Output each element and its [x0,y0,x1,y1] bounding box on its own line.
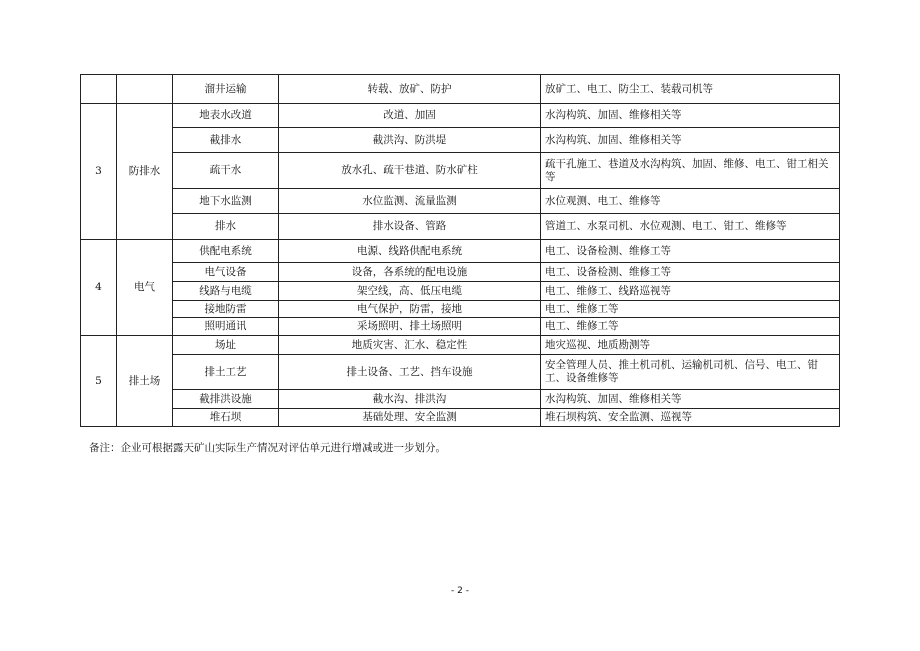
content-cell: 采场照明、排土场照明 [279,318,541,336]
unit-cell: 截排洪设施 [173,390,279,409]
content-cell: 排土设备、工艺、挡车设施 [279,355,541,390]
table-row [81,355,840,390]
personnel-cell: 管道工、水泵司机、水位观测、电工、钳工、维修等 [541,214,840,240]
unit-cell: 电气设备 [173,263,279,282]
personnel-cell: 地灾巡视、地质勘测等 [541,336,840,355]
unit-cell: 地下水监测 [173,189,279,214]
unit-cell: 供配电系统 [173,240,279,263]
personnel-cell: 疏干孔施工、巷道及水沟构筑、加固、维修、电工、钳工相关等 [541,153,840,189]
content-cell: 转载、放矿、防护 [279,75,541,104]
group-name-cell: 排土场 [117,336,173,427]
content-cell: 架空线，高、低压电缆 [279,282,541,301]
unit-cell: 接地防雷 [173,301,279,318]
group-name-cell: 电气 [117,240,173,336]
unit-cell: 照明通讯 [173,318,279,336]
personnel-cell: 电工、设备检测、维修工等 [541,263,840,282]
evaluation-unit-table [80,74,840,427]
table-row [81,390,840,409]
table-row [81,318,840,336]
content-cell: 地质灾害、汇水、稳定性 [279,336,541,355]
table-note: 备注：企业可根据露天矿山实际生产情况对评估单元进行增减或进一步划分。 [89,442,446,454]
table-row [81,263,840,282]
content-cell: 截洪沟、防洪堤 [279,128,541,153]
table-row [81,104,840,128]
table-row [81,189,840,214]
table-row [81,336,840,355]
table-row [81,153,840,189]
unit-cell: 场址 [173,336,279,355]
unit-cell: 排土工艺 [173,355,279,390]
personnel-cell: 电工、维修工等 [541,301,840,318]
group-number-cell: 3 [81,104,117,240]
group-number-cell: 4 [81,240,117,336]
unit-cell: 溜井运输 [173,75,279,104]
content-cell: 设备，各系统的配电设施 [279,263,541,282]
personnel-cell: 安全管理人员、推土机司机、运输机司机、信号、电工、钳工、设备维修等 [541,355,840,390]
table-row [81,409,840,427]
personnel-cell: 水沟构筑、加固、维修相关等 [541,390,840,409]
unit-cell: 地表水改道 [173,104,279,128]
content-cell: 电气保护，防雷，接地 [279,301,541,318]
personnel-cell: 电工、维修工等 [541,318,840,336]
page-number: - 2 - [451,586,469,596]
content-cell: 截水沟、排洪沟 [279,390,541,409]
personnel-cell: 水沟构筑、加固、维修相关等 [541,128,840,153]
personnel-cell: 放矿工、电工、防尘工、装载司机等 [541,75,840,104]
group-number-cell: 5 [81,336,117,427]
table-row [81,75,840,104]
table-row [81,128,840,153]
personnel-cell: 水沟构筑、加固、维修相关等 [541,104,840,128]
content-cell: 基础处理、安全监测 [279,409,541,427]
group-number-cell [81,75,117,104]
unit-cell: 截排水 [173,128,279,153]
content-cell: 排水设备、管路 [279,214,541,240]
unit-cell: 线路与电缆 [173,282,279,301]
content-cell: 水位监测、流量监测 [279,189,541,214]
content-cell: 改道、加固 [279,104,541,128]
unit-cell: 排水 [173,214,279,240]
unit-cell: 堆石坝 [173,409,279,427]
unit-cell: 疏干水 [173,153,279,189]
table-row [81,282,840,301]
content-cell: 电源、线路供配电系统 [279,240,541,263]
personnel-cell: 电工、设备检测、维修工等 [541,240,840,263]
table-row [81,301,840,318]
personnel-cell: 水位观测、电工、维修等 [541,189,840,214]
table-row [81,214,840,240]
group-name-cell: 防排水 [117,104,173,240]
group-name-cell [117,75,173,104]
personnel-cell: 电工、维修工、线路巡视等 [541,282,840,301]
personnel-cell: 堆石坝构筑、安全监测、巡视等 [541,409,840,427]
table-row [81,240,840,263]
content-cell: 放水孔、疏干巷道、防水矿柱 [279,153,541,189]
